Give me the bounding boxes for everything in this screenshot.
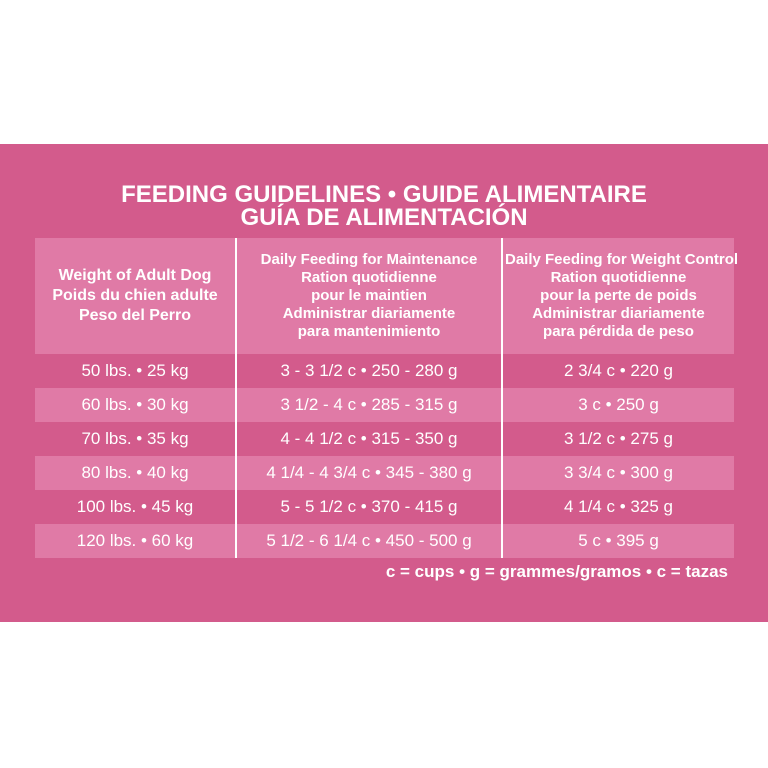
cell-maintenance: 5 1/2 - 6 1/4 c • 450 - 500 g	[236, 524, 502, 558]
header-maintenance	[236, 238, 502, 354]
cell-weight-control: 3 c • 250 g	[502, 388, 734, 422]
units-legend: c = cups • g = grammes/gramos • c = tazas	[385, 562, 728, 581]
header-weight-line: Poids du chien adulte	[52, 287, 218, 304]
cell-maintenance: 3 - 3 1/2 c • 250 - 280 g	[236, 354, 502, 388]
header-maintenance-line: para mantenimiento	[297, 323, 441, 340]
header-weight-control-line: Administrar diariamente	[532, 305, 705, 322]
header-weight-control-line: para pérdida de peso	[543, 323, 694, 340]
cell-weight: 80 lbs. • 40 kg	[35, 456, 236, 490]
cell-weight: 70 lbs. • 35 kg	[81, 429, 189, 448]
cell-weight-control: 3 3/4 c • 300 g	[502, 456, 734, 490]
header-weight-control	[502, 238, 739, 354]
header-weight-line: Peso del Perro	[78, 307, 192, 324]
header-row	[35, 238, 734, 354]
table-row	[35, 354, 734, 388]
cell-maintenance: 4 1/4 - 4 3/4 c • 345 - 380 g	[236, 456, 502, 490]
cell-maintenance: 4 - 4 1/2 c • 315 - 350 g	[236, 422, 502, 456]
title-line-2: GUÍA DE ALIMENTACIÓN	[240, 204, 528, 231]
feeding-table	[35, 238, 739, 558]
feeding-guidelines-panel	[0, 144, 768, 622]
table-row	[35, 524, 734, 558]
cell-weight: 60 lbs. • 30 kg	[35, 388, 236, 422]
cell-weight: 50 lbs. • 25 kg	[81, 361, 189, 380]
header-maintenance-line: Administrar diariamente	[282, 305, 456, 322]
table-row	[35, 422, 734, 456]
cell-weight-control: 3 1/2 c • 275 g	[564, 429, 673, 448]
header-maintenance-line: Ration quotidienne	[301, 269, 437, 286]
table-row	[35, 388, 734, 422]
header-weight-control-line: pour la perte de poids	[540, 287, 697, 304]
cell-maintenance: 3 1/2 - 4 c • 285 - 315 g	[236, 388, 502, 422]
header-weight-control-line: Daily Feeding for Weight Control	[505, 251, 739, 268]
table-row	[35, 490, 734, 524]
cell-weight: 100 lbs. • 45 kg	[76, 497, 194, 516]
table-row	[35, 456, 734, 490]
cell-weight: 120 lbs. • 60 kg	[35, 524, 236, 558]
title-line-1: FEEDING GUIDELINES • GUIDE ALIMENTAIRE	[121, 181, 647, 208]
header-maintenance-line: Daily Feeding for Maintenance	[260, 251, 478, 268]
header-weight-line: Weight of Adult Dog	[58, 267, 212, 284]
cell-weight-control: 4 1/4 c • 325 g	[564, 497, 673, 516]
cell-weight-control: 5 c • 395 g	[502, 524, 734, 558]
header-maintenance-line: pour le maintien	[311, 287, 427, 304]
header-weight	[35, 238, 236, 354]
header-weight-control-line: Ration quotidienne	[550, 269, 687, 286]
cell-weight-control: 2 3/4 c • 220 g	[564, 361, 673, 380]
cell-maintenance: 5 - 5 1/2 c • 370 - 415 g	[236, 490, 502, 524]
